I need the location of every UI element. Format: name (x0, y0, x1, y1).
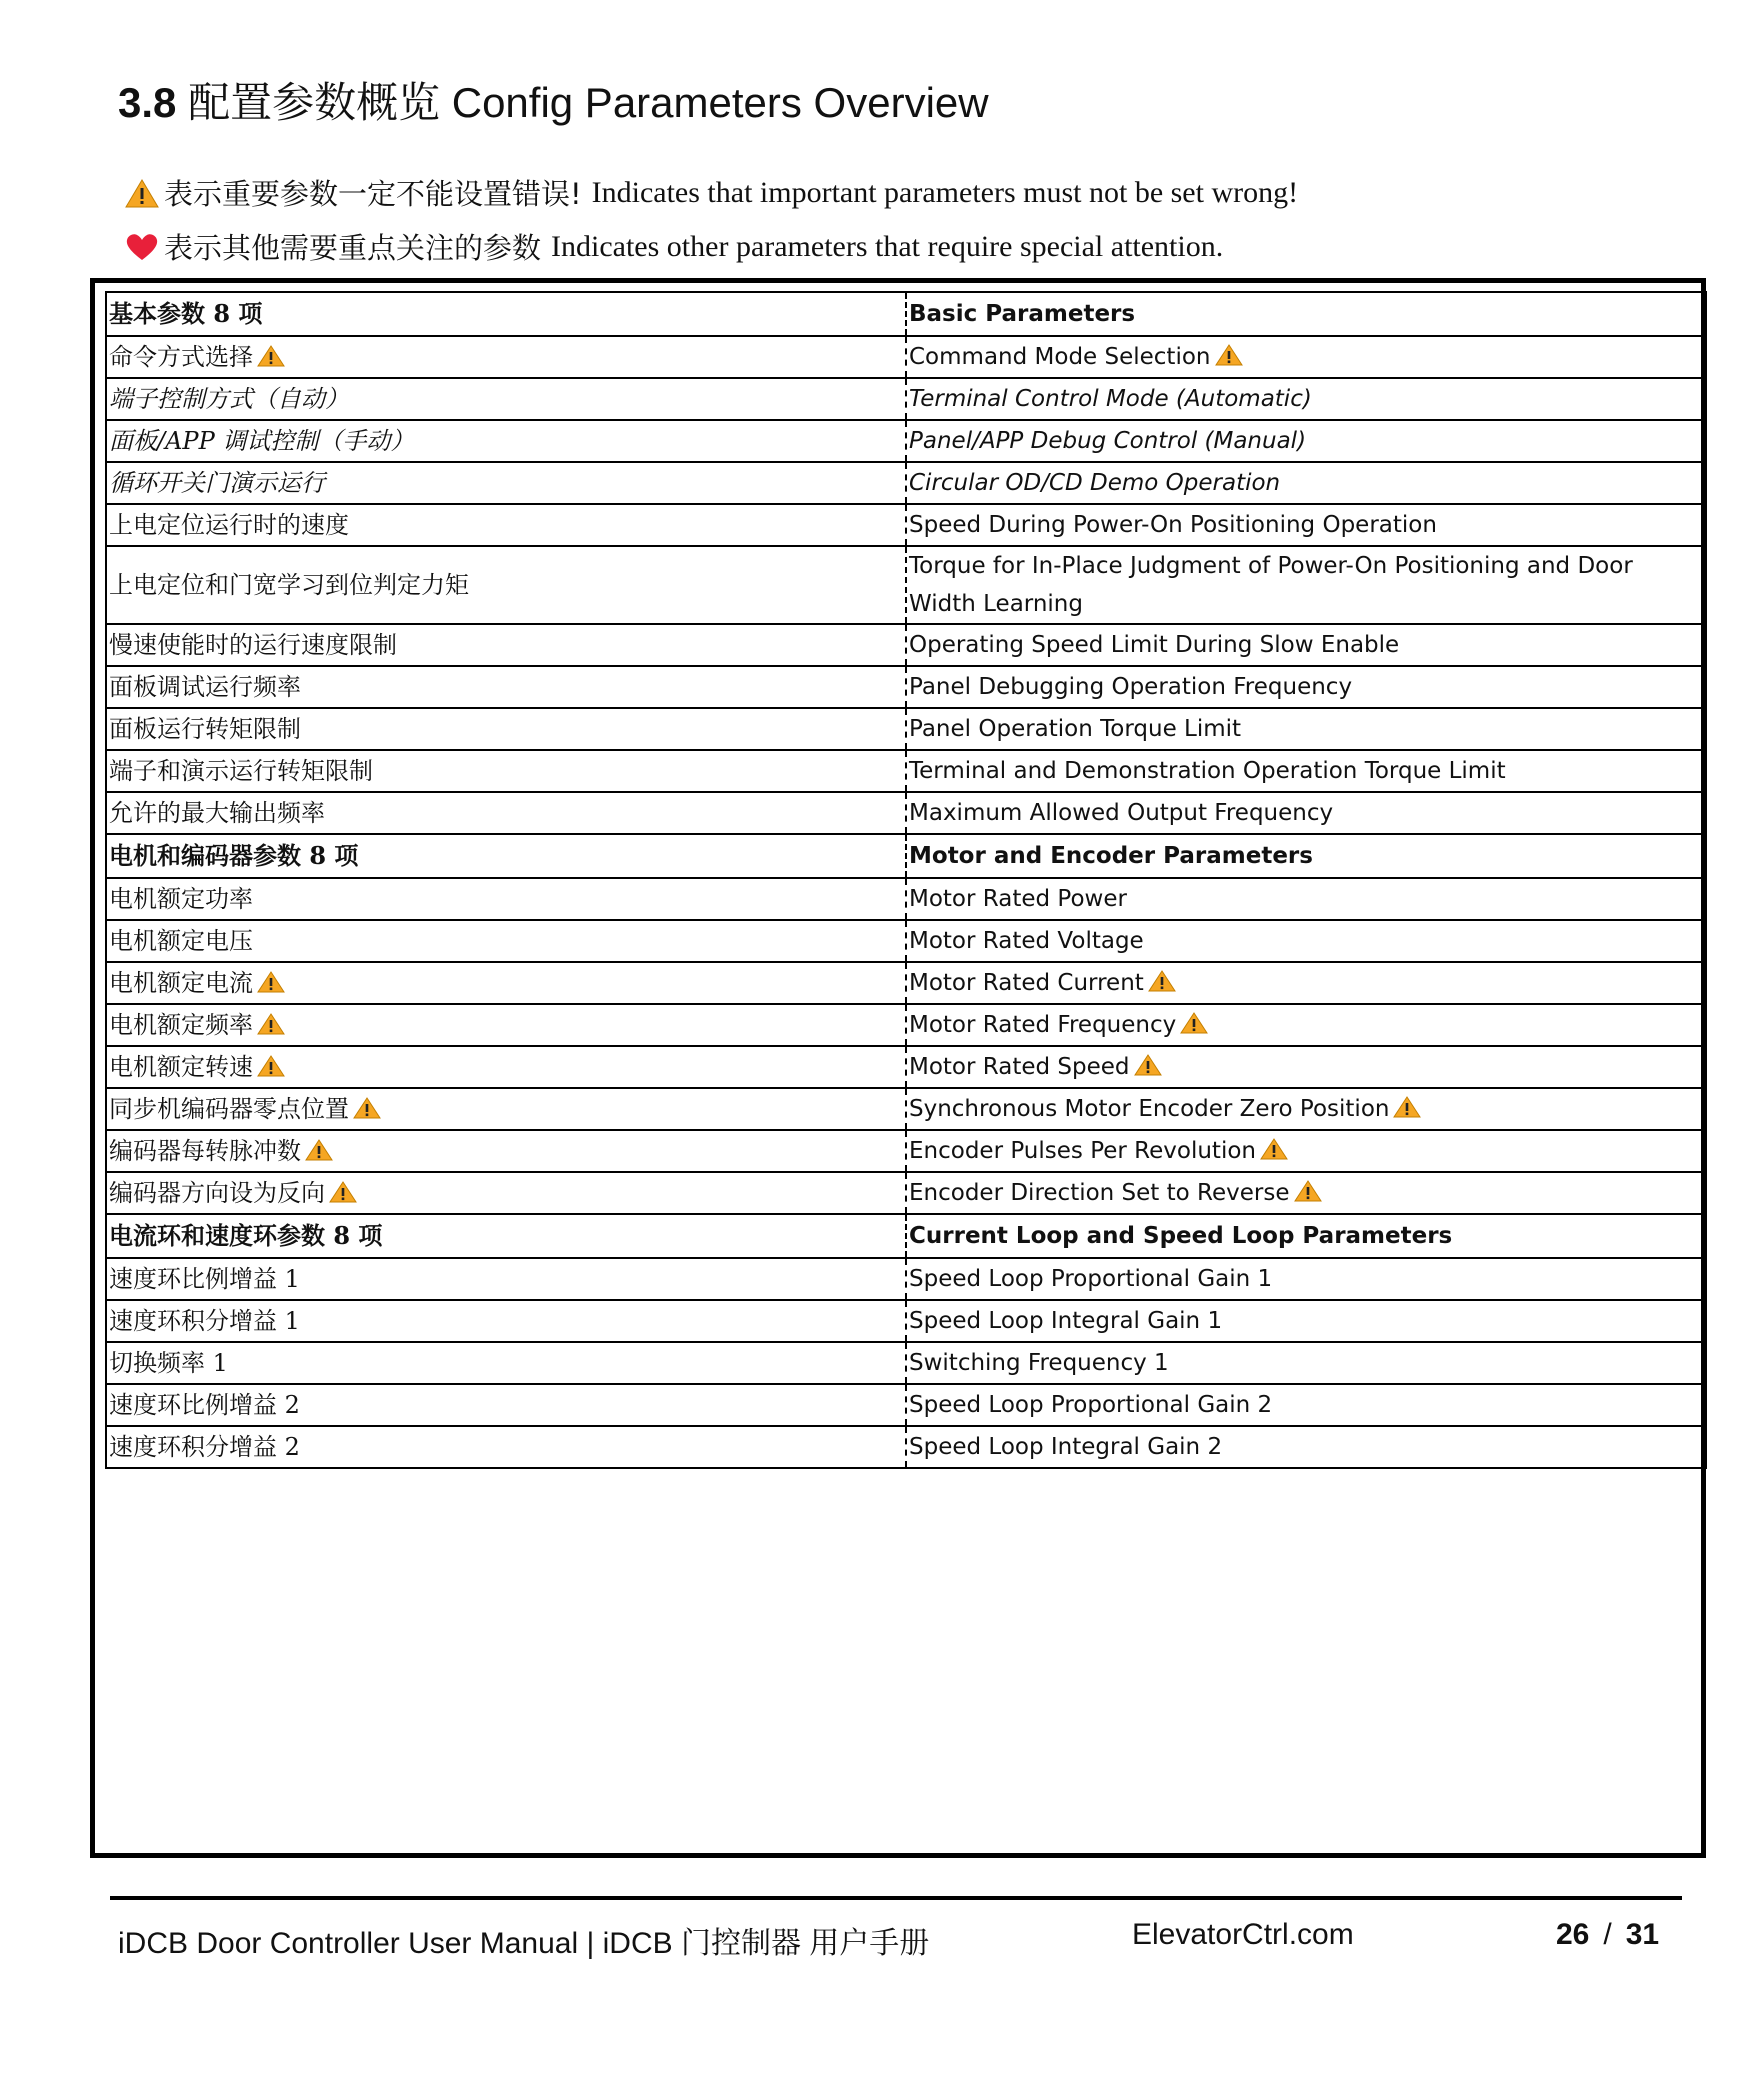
param-cn-label: 电机和编码器参数 8 项 (109, 841, 359, 870)
parameters-table-frame (90, 278, 1706, 1858)
param-name-cn (106, 666, 906, 708)
param-name-en (906, 792, 1706, 834)
param-en-label: Terminal and Demonstration Operation Torque Limit (909, 758, 1506, 784)
param-name-en (906, 1258, 1706, 1300)
param-cn-label: 允许的最大输出频率 (109, 799, 325, 827)
param-name-en (906, 708, 1706, 750)
warning-icon (257, 344, 285, 368)
param-en-label: Encoder Pulses Per Revolution (909, 1138, 1256, 1164)
param-cn-label: 速度环积分增益 2 (109, 1433, 300, 1461)
param-name-en (906, 624, 1706, 666)
warning-icon (1215, 343, 1243, 367)
table-row (106, 378, 1706, 420)
table-row (106, 878, 1706, 920)
param-cn-label: 上电定位和门宽学习到位判定力矩 (109, 571, 469, 599)
param-name-cn (106, 834, 906, 878)
param-cn-label: 编码器每转脉冲数 (109, 1137, 301, 1165)
legend-warning-en: Indicates that important parameters must not be set wrong! (591, 175, 1299, 209)
table-row (106, 1342, 1706, 1384)
current-page: 26 (1556, 1918, 1590, 1951)
param-name-en (906, 1214, 1706, 1258)
param-cn-label: 循环开关门演示运行 (109, 469, 325, 497)
param-cn-label: 切换频率 1 (109, 1349, 228, 1377)
param-name-cn (106, 546, 906, 624)
table-row (106, 336, 1706, 378)
param-cn-label: 端子控制方式（自动） (109, 385, 349, 413)
param-en-label: Synchronous Motor Encoder Zero Position (909, 1096, 1390, 1122)
warning-icon (1260, 1137, 1288, 1161)
param-name-cn (106, 792, 906, 834)
param-name-cn (106, 378, 906, 420)
param-name-en (906, 462, 1706, 504)
param-en-label: Command Mode Selection (909, 344, 1211, 370)
table-row (106, 1004, 1706, 1046)
legend-heart (124, 226, 1223, 267)
param-name-en (906, 1088, 1706, 1130)
table-row (106, 462, 1706, 504)
table-row (106, 1300, 1706, 1342)
section-header-row (106, 834, 1706, 878)
section-title-text: 配置参数概览 Config Parameters Overview (188, 79, 989, 126)
table-row (106, 1172, 1706, 1214)
param-en-label: Motor Rated Frequency (909, 1012, 1177, 1038)
warning-icon (257, 1054, 285, 1078)
section-header-row (106, 1214, 1706, 1258)
footer-manual-title: iDCB Door Controller User Manual | iDCB 门控制器 用户手册 (118, 1927, 930, 1960)
param-cn-label: 编码器方向设为反向 (109, 1179, 325, 1207)
param-name-en (906, 292, 1706, 336)
param-en-label: Torque for In-Place Judgment of Power-On Positioning and Door Width Learning (909, 553, 1633, 617)
param-name-cn (106, 336, 906, 378)
param-name-cn (106, 1172, 906, 1214)
param-en-label: Basic Parameters (909, 301, 1136, 327)
param-cn-label: 速度环比例增益 1 (109, 1265, 300, 1293)
table-row (106, 420, 1706, 462)
param-name-en (906, 750, 1706, 792)
param-name-cn (106, 750, 906, 792)
param-name-cn (106, 920, 906, 962)
table-row (106, 1258, 1706, 1300)
param-name-en (906, 546, 1706, 624)
param-en-label: Speed Loop Integral Gain 2 (909, 1434, 1223, 1460)
warning-icon (124, 177, 160, 209)
table-row (106, 1384, 1706, 1426)
param-name-en (906, 920, 1706, 962)
param-en-label: Current Loop and Speed Loop Parameters (909, 1223, 1453, 1249)
footer-divider (110, 1896, 1682, 1900)
param-name-cn (106, 708, 906, 750)
parameters-table (105, 291, 1707, 1469)
param-cn-label: 端子和演示运行转矩限制 (109, 757, 373, 785)
param-name-en (906, 1342, 1706, 1384)
warning-icon (1180, 1011, 1208, 1035)
table-row (106, 1130, 1706, 1172)
param-name-en (906, 666, 1706, 708)
param-en-label: Terminal Control Mode (Automatic) (909, 386, 1312, 412)
param-name-cn (106, 1088, 906, 1130)
param-cn-label: 电机额定转速 (109, 1053, 253, 1081)
param-name-en (906, 1130, 1706, 1172)
param-name-en (906, 504, 1706, 546)
param-en-label: Motor Rated Voltage (909, 928, 1144, 954)
param-cn-label: 电机额定频率 (109, 1011, 253, 1039)
param-name-en (906, 336, 1706, 378)
table-row (106, 750, 1706, 792)
param-en-label: Motor Rated Power (909, 886, 1127, 912)
param-en-label: Motor and Encoder Parameters (909, 843, 1313, 869)
param-cn-label: 基本参数 8 项 (109, 299, 263, 328)
warning-icon (1134, 1053, 1162, 1077)
param-name-en (906, 1172, 1706, 1214)
param-name-en (906, 1004, 1706, 1046)
param-cn-label: 同步机编码器零点位置 (109, 1095, 349, 1123)
warning-icon (329, 1180, 357, 1204)
param-cn-label: 面板/APP 调试控制（手动） (109, 427, 415, 455)
table-row (106, 708, 1706, 750)
legend-heart-cn: 表示其他需要重点关注的参数 (164, 231, 542, 265)
page-separator: / (1603, 1918, 1612, 1951)
legend-warning (124, 172, 1298, 213)
param-name-cn (106, 462, 906, 504)
warning-icon (257, 970, 285, 994)
param-en-label: Circular OD/CD Demo Operation (909, 470, 1281, 496)
param-en-label: Maximum Allowed Output Frequency (909, 800, 1334, 826)
param-name-cn (106, 1130, 906, 1172)
table-row (106, 920, 1706, 962)
table-row (106, 962, 1706, 1004)
section-number: 3.8 (118, 79, 177, 126)
param-cn-label: 速度环积分增益 1 (109, 1307, 300, 1335)
param-en-label: Speed During Power-On Positioning Operation (909, 512, 1437, 538)
table-row (106, 1088, 1706, 1130)
param-name-cn (106, 1300, 906, 1342)
param-name-en (906, 1384, 1706, 1426)
table-row (106, 666, 1706, 708)
param-cn-label: 电流环和速度环参数 8 项 (109, 1221, 383, 1250)
param-en-label: Panel Operation Torque Limit (909, 716, 1242, 742)
param-en-label: Speed Loop Proportional Gain 2 (909, 1392, 1273, 1418)
param-cn-label: 电机额定电压 (109, 927, 253, 955)
heart-icon (124, 231, 160, 263)
warning-icon (353, 1096, 381, 1120)
param-name-cn (106, 420, 906, 462)
param-name-cn (106, 962, 906, 1004)
param-name-cn (106, 1342, 906, 1384)
total-pages: 31 (1625, 1918, 1660, 1951)
param-name-en (906, 1426, 1706, 1468)
page-title (118, 70, 989, 130)
table-row (106, 1046, 1706, 1088)
param-name-cn (106, 1426, 906, 1468)
param-cn-label: 面板调试运行频率 (109, 673, 301, 701)
param-name-cn (106, 1384, 906, 1426)
legend-warning-cn: 表示重要参数一定不能设置错误! (164, 177, 582, 211)
param-name-cn (106, 1004, 906, 1046)
param-name-cn (106, 1046, 906, 1088)
table-row (106, 1426, 1706, 1468)
warning-icon (1393, 1095, 1421, 1119)
param-name-en (906, 878, 1706, 920)
legend-heart-en: Indicates other parameters that require special attention. (551, 229, 1224, 263)
warning-icon (1148, 969, 1176, 993)
param-name-en (906, 1300, 1706, 1342)
param-en-label: Encoder Direction Set to Reverse (909, 1180, 1290, 1206)
param-name-en (906, 962, 1706, 1004)
param-name-cn (106, 1214, 906, 1258)
param-name-cn (106, 504, 906, 546)
footer-page-number (1556, 1918, 1659, 1952)
param-en-label: Motor Rated Speed (909, 1054, 1130, 1080)
param-en-label: Operating Speed Limit During Slow Enable (909, 632, 1400, 658)
param-name-cn (106, 292, 906, 336)
param-name-cn (106, 878, 906, 920)
param-cn-label: 命令方式选择 (109, 343, 253, 371)
param-cn-label: 慢速使能时的运行速度限制 (109, 631, 397, 659)
param-cn-label: 电机额定功率 (109, 885, 253, 913)
param-en-label: Panel/APP Debug Control (Manual) (909, 428, 1307, 454)
param-name-cn (106, 624, 906, 666)
param-cn-label: 面板运行转矩限制 (109, 715, 301, 743)
warning-icon (305, 1138, 333, 1162)
param-cn-label: 上电定位运行时的速度 (109, 511, 349, 539)
table-row (106, 792, 1706, 834)
footer-website: ElevatorCtrl.com (1132, 1918, 1354, 1951)
param-name-en (906, 420, 1706, 462)
table-row (106, 546, 1706, 624)
table-row (106, 624, 1706, 666)
section-header-row (106, 292, 1706, 336)
param-name-en (906, 1046, 1706, 1088)
param-en-label: Switching Frequency 1 (909, 1350, 1169, 1376)
table-row (106, 504, 1706, 546)
warning-icon (257, 1012, 285, 1036)
param-cn-label: 电机额定电流 (109, 969, 253, 997)
param-cn-label: 速度环比例增益 2 (109, 1391, 300, 1419)
param-en-label: Panel Debugging Operation Frequency (909, 674, 1353, 700)
param-en-label: Speed Loop Proportional Gain 1 (909, 1266, 1273, 1292)
param-en-label: Motor Rated Current (909, 970, 1144, 996)
param-name-en (906, 834, 1706, 878)
warning-icon (1294, 1179, 1322, 1203)
param-en-label: Speed Loop Integral Gain 1 (909, 1308, 1223, 1334)
param-name-cn (106, 1258, 906, 1300)
param-name-en (906, 378, 1706, 420)
